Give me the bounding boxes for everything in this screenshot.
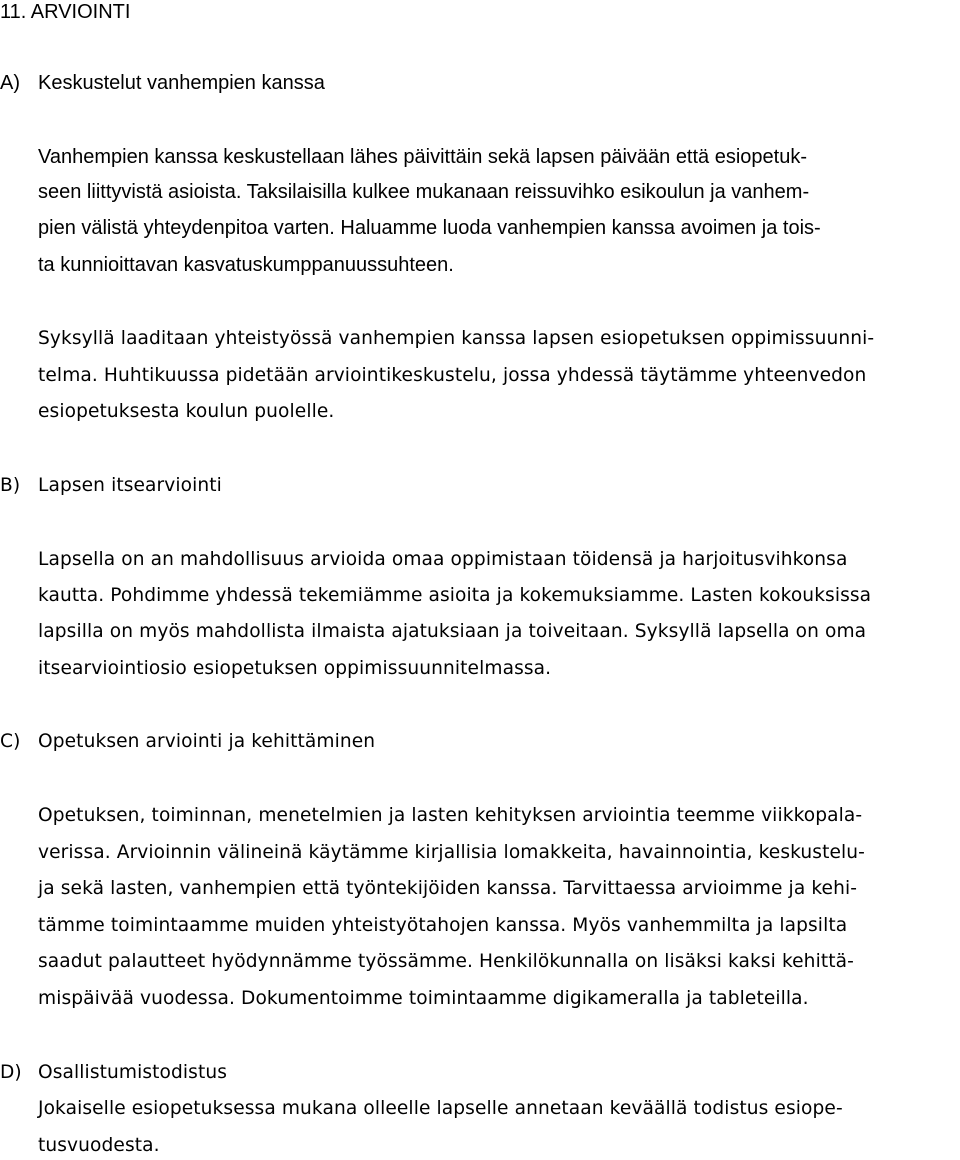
section-a-marker: A) [0,72,20,94]
section-c-p1-line-4: tämme toimintaamme muiden yhteistyötahojen kanssa. Myös vanhemmilta ja lapsilta [38,915,848,936]
section-a-p1-line-2: seen liittyvistä asioista. Taksilaisilla kulkee mukanaan reissuvihko esikoulun ja vanhem- [38,181,810,203]
section-b-p1-line-4: itsearviointiosio esiopetuksen oppimissuunnitelmassa. [38,658,552,679]
section-a-heading [0,71,325,95]
section-b-p1-line-3: lapsilla on myös mahdollista ilmaista ajatuksiaan ja toiveitaan. Syksyllä lapsella on oma [38,621,867,642]
section-b-heading [0,474,222,498]
section-c-title: Opetuksen arviointi ja kehittäminen [38,731,376,752]
section-c-marker: C) [0,731,21,752]
section-d-heading [0,1061,228,1085]
section-b-p1-line-1: Lapsella on an mahdollisuus arvioida omaa oppimistaan töidensä ja harjoitusvihkonsa [38,549,848,570]
section-c-p1-line-6: mispäivää vuodessa. Dokumentoimme toimintaamme digikameralla ja tableteilla. [38,988,809,1009]
section-c-p1-line-1: Opetuksen, toiminnan, menetelmien ja lasten kehityksen arviointia teemme viikkopala- [38,805,863,826]
section-b-title: Lapsen itsearviointi [38,475,222,496]
section-b-p1-line-2: kautta. Pohdimme yhdessä tekemiämme asioita ja kokemuksiamme. Lasten kokouksissa [38,585,872,606]
section-a-p1-line-1: Vanhempien kanssa keskustellaan lähes päivittäin sekä lapsen päivään että esiopetuk- [38,146,808,168]
section-a-p1-line-4: ta kunnioittavan kasvatuskumppanuussuhteen. [38,254,454,276]
section-b-marker: B) [0,475,21,496]
section-a-p2-line-2: telma. Huhtikuussa pidetään arviointikeskustelu, jossa yhdessä täytämme yhteenvedon [38,365,867,386]
section-a-p1-line-3: pien välistä yhteydenpitoa varten. Haluamme luoda vanhempien kanssa avoimen ja tois- [38,217,821,239]
section-a-p2-line-1: Syksyllä laaditaan yhteistyössä vanhempien kanssa lapsen esiopetuksen oppimissuunni- [38,328,875,349]
section-d-p1-line-1: Jokaiselle esiopetuksessa mukana olleelle lapselle annetaan keväällä todistus esiope- [38,1098,843,1119]
chapter-title: 11. ARVIOINTI [0,1,131,23]
section-d-p1-line-2: tusvuodesta. [38,1135,160,1156]
section-c-p1-line-5: saadut palautteet hyödynnämme työssämme. Henkilökunnalla on lisäksi kaksi kehittä- [38,951,854,972]
section-c-p1-line-2: verissa. Arvioinnin välineinä käytämme kirjallisia lomakkeita, havainnointia, keskustelu- [38,842,865,863]
section-a-title: Keskustelut vanhempien kanssa [38,72,325,94]
section-d-marker: D) [0,1062,22,1083]
section-d-title: Osallistumistodistus [38,1062,228,1083]
section-a-p2-line-3: esiopetuksesta koulun puolelle. [38,401,335,422]
section-c-heading [0,730,376,754]
section-c-p1-line-3: ja sekä lasten, vanhempien että työntekijöiden kanssa. Tarvittaessa arvioimme ja kehi- [38,878,858,899]
